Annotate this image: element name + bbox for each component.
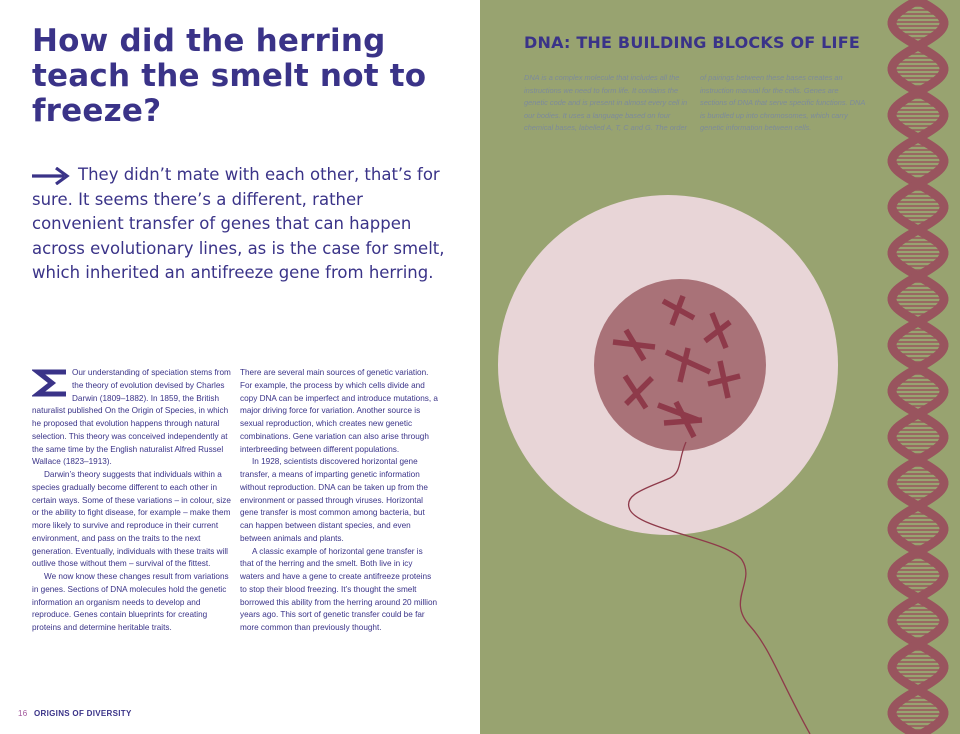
body-paragraph: Darwin’s theory suggests that individuals within a species gradually become different to each other in certain ways. Some of these variations – in colour, size or the ability to fight disease, for example – make them more likely to survive and reproduce in their current environment, and pass on the traits to the next generation. Eventually, individuals with these traits will outlive those without them – survival of the fittest.	[32, 470, 231, 569]
dropcap-s-glyph	[32, 369, 68, 397]
body-paragraph: A classic example of horizontal gene transfer is that of the herring and the smelt. Both live in icy waters and have a gene to create antifreeze proteins to stop their blood freezing. It’s thought the smelt borrowed this ability from the herring around 20 million years ago. This sort of genetic transfer could be far more common than previously thought.	[240, 546, 438, 632]
body-paragraph: In 1928, scientists discovered horizontal gene transfer, a means of imparting genetic information without reproduction. DNA can be taken up from the environment or passed through viruses. Horizontal gene transfer is most common among bacteria, but can happen between distant species, and even between animals and plants.	[240, 457, 428, 543]
page-number: 16	[18, 709, 28, 718]
body-column-1	[32, 367, 232, 635]
body-paragraph: We now know these changes result from variations in genes. Sections of DNA molecules hold the genetic information an organism needs to develop and reproduce. Genes contain blueprints for creating proteins and determine heritable traits.	[32, 572, 229, 632]
lede-text: They didn’t mate with each other, that’s for sure. It seems there’s a different, rather convenient transfer of genes that can happen across evolutionary lines, as is the case for smelt, which inherited an antifreeze gene from herring.	[32, 165, 445, 282]
right-arrow-icon	[32, 167, 70, 185]
dna-heading: DNA: THE BUILDING BLOCKS OF LIFE	[524, 33, 860, 52]
dna-text-column-1: DNA is a complex molecule that includes all the instructions we need to form life. It contains the genetic code and is present in almost every cell in our bodies. It uses a language based on four chemical bases, labelled A, T, C and G. The order	[524, 73, 688, 132]
lede-paragraph	[32, 163, 452, 286]
right-page	[480, 0, 960, 734]
page-footer	[18, 709, 132, 718]
body-paragraph: Our understanding of speciation stems from the theory of evolution devised by Charles Darwin (1809–1882). In 1859, the British naturalist published On the Origin of Species, in which he proposed that evolution happens through natural selection. This theory was conceived independently at the same time by the English naturalist Alfred Russel Wallace (1823–1913).	[32, 368, 231, 467]
page-title: How did the herring teach the smelt not to freeze?	[32, 23, 427, 129]
section-name: ORIGINS OF DIVERSITY	[34, 709, 132, 718]
dna-helix	[892, 0, 944, 734]
body-paragraph: There are several main sources of genetic variation. For example, the process by which cells divide and copy DNA can be imperfect and introduce mutations, a major driving force for variation. Another source is sexual reproduction, which creates new genetic combinations. Gene variation can also arise through interbreeding between different populations.	[240, 368, 438, 454]
dna-text-column-2: of pairings between these bases creates an instruction manual for the cells. Genes are sections of DNA that serve specific functions. DNA is bundled up into chromosomes, which carry genetic information between cells.	[700, 73, 865, 132]
body-column-2	[240, 367, 438, 635]
